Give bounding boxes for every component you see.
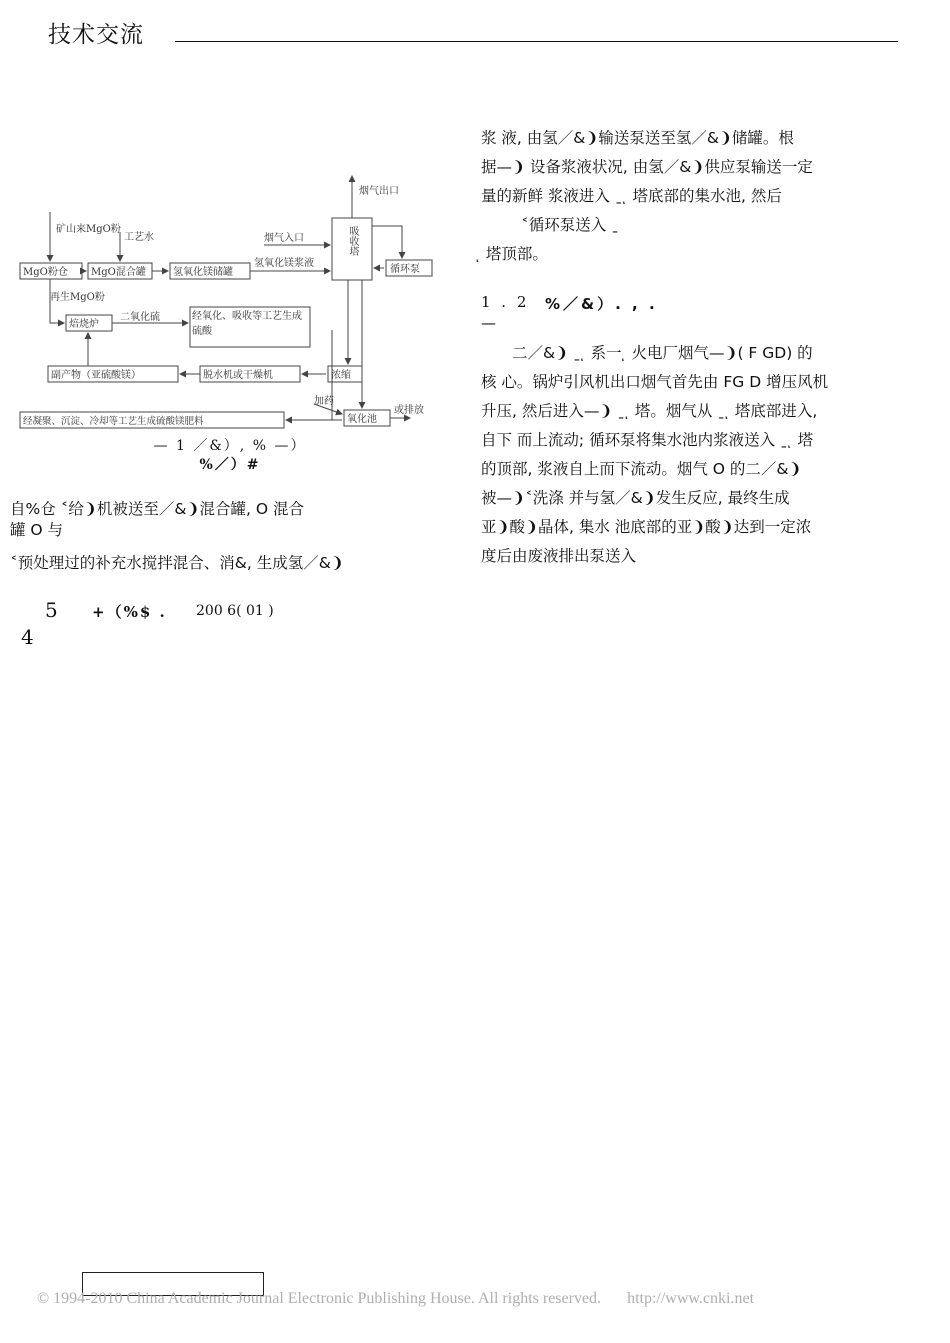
node-concentrate: 浓缩: [331, 370, 351, 381]
section-dash: —: [481, 314, 499, 332]
label-flue-gas-inlet: 烟气入口: [264, 233, 304, 244]
section-number: 1 . 2: [481, 293, 530, 311]
right-text-line: 度后由废液排出泵送入: [481, 547, 637, 565]
node-mg-hydroxide-tank: 氢氧化镁储罐: [173, 267, 233, 278]
section-header-title: 技术交流: [48, 22, 144, 48]
label-so2: 二氧化硫: [120, 312, 160, 323]
process-flow-diagram: [14, 170, 444, 440]
right-text-line: 核 心。锅炉引风机出口烟气首先由 FG D 增压风机: [481, 373, 829, 391]
label-mine-mgo-text: 矿山来MgO粉: [56, 224, 121, 235]
footer-page-b: 4: [21, 625, 34, 649]
right-text-line: 亚❩酸❩晶体, 集水 池底部的亚❩酸❩达到一定浓: [481, 518, 812, 536]
node-calciner: 焙烧炉: [69, 319, 99, 330]
label-dosing: 加药: [314, 396, 334, 407]
right-paragraph-1: [481, 124, 913, 269]
node-oxidation-pool: 氧化池: [347, 414, 377, 425]
node-mgo-mixer: MgO混合罐: [91, 267, 146, 278]
label-mine-mgo: [56, 222, 121, 235]
section-title: %／&）. , .: [545, 295, 658, 313]
right-text-line: 自下 而上流动; 循环泵将集水池内浆液送入 ˍ ͅ 塔: [481, 431, 814, 449]
node-byproduct: 副产物（亚硫酸镁）: [51, 370, 141, 381]
label-flue-gas-outlet: 烟气出口: [359, 186, 399, 197]
footer-page-a: 5: [45, 598, 58, 622]
copyright-url[interactable]: http://www.cnki.net: [627, 1290, 755, 1307]
footer-journal: +（%$ .: [92, 603, 167, 621]
left-text-block: [10, 499, 438, 574]
label-process-water: 工艺水: [124, 232, 154, 243]
left-text-line: 自%仓 ˂给❩机被送至／&❩混合罐, O 混合: [10, 500, 304, 518]
node-fertilizer: 经凝聚、沉淀、冷却等工艺生成硫酸镁肥料: [23, 416, 204, 427]
node-mgo-silo: MgO粉仓: [23, 267, 68, 278]
right-text-line: 量的新鲜 浆液进入 ˍ ͅ 塔底部的集水池, 然后: [481, 187, 782, 205]
right-text-line: 二／&❩ ˍ ͅ 系一 ͅ 火电厂烟气—❩( F GD) 的: [512, 344, 813, 362]
copyright-text: © 1994-2010 China Academic Journal Electronic Publishing House. All rights reserved.: [37, 1290, 602, 1307]
copyright-notice: [37, 1290, 754, 1308]
figure-caption-line1: — 1 ／&）, % —）: [153, 438, 307, 454]
node-absorber-wrap: [334, 222, 370, 278]
right-text-line: 的顶部, 浆液自上而下流动。烟气 O 的二／&❩: [481, 460, 802, 478]
label-slurry: 氢氧化镁浆液: [254, 258, 314, 269]
left-text-line: 罐 O 与: [10, 521, 64, 539]
footer-issue: 200 6( 01 ): [196, 603, 274, 619]
label-discharge: 或排放: [394, 405, 424, 416]
right-text-line: ˂循环泵送入 ˍ: [521, 216, 619, 234]
right-paragraph-2: [481, 339, 913, 571]
node-acid-process-wrap: [192, 309, 310, 347]
right-text-line: ͅ 塔顶部。: [481, 245, 548, 263]
figure-caption-line2: %／）#: [199, 457, 261, 473]
right-text-line: 被—❩˂洗涤 并与氢／&❩发生反应, 最终生成: [481, 489, 790, 507]
right-text-line: 据—❩ 设备浆液状况, 由氢／&❩供应泵输送一定: [481, 158, 813, 176]
node-absorber: 吸收塔: [347, 226, 358, 256]
label-recycled-mgo: 再生MgO粉: [50, 292, 105, 303]
right-text-line: 浆 液, 由氢／&❩输送泵送至氢／&❩储罐。根: [481, 129, 794, 147]
node-acid-process: 经氧化、吸收等工艺生成硫酸: [192, 311, 302, 337]
node-dewater: 脱水机或干燥机: [203, 370, 273, 381]
header-rule: [175, 41, 898, 42]
left-text-line: ˂预处理过的补充水搅拌混合、消&, 生成氢／&❩: [10, 554, 344, 572]
node-circulation-pump: 循环泵: [390, 264, 420, 275]
right-text-line: 升压, 然后进入—❩ ˍ ͅ 塔。烟气从 ˍ ͅ 塔底部进入,: [481, 402, 818, 420]
